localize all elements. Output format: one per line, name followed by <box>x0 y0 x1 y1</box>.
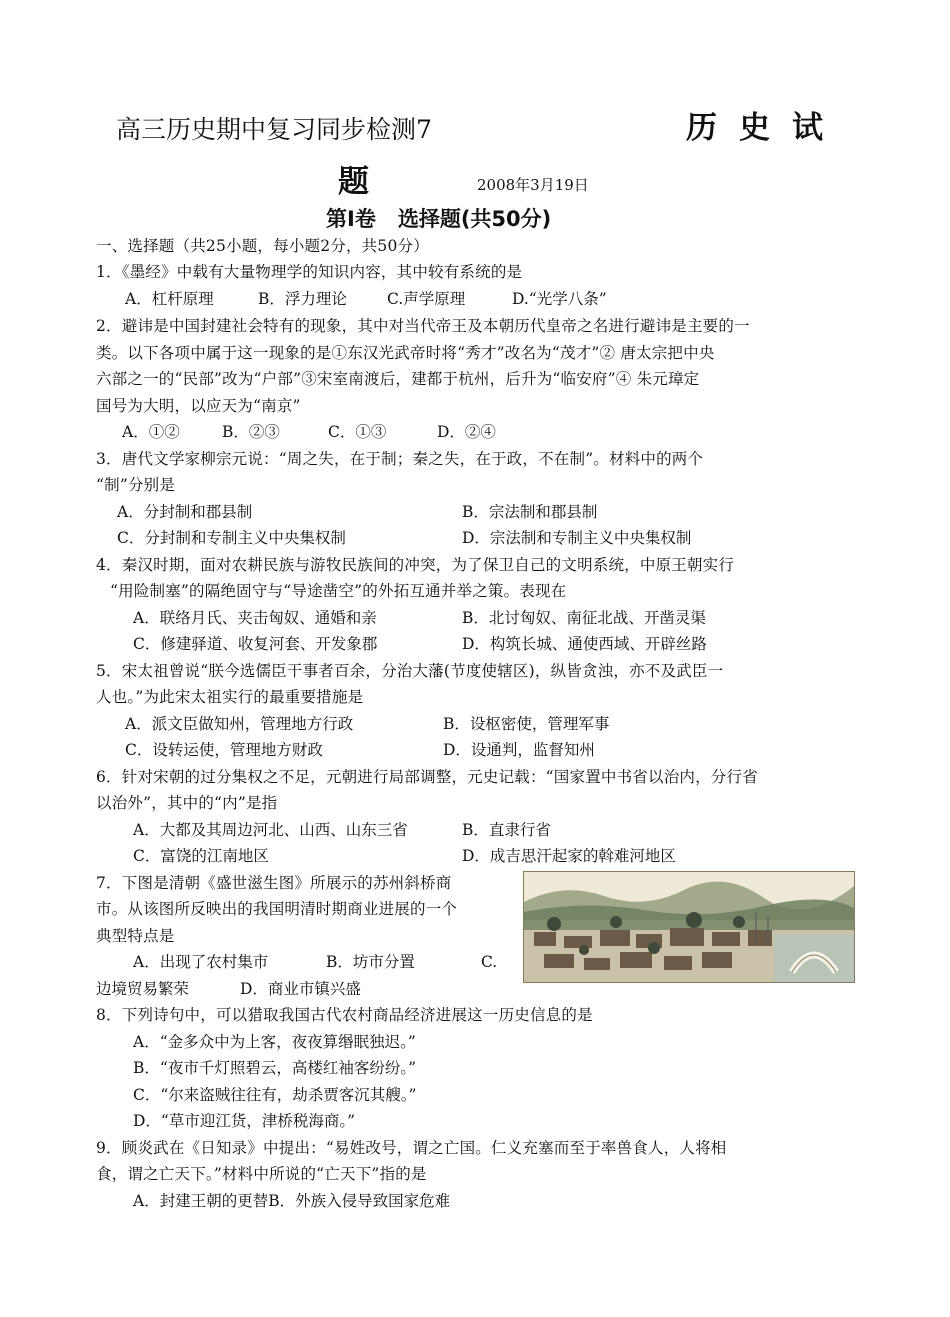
q4-option-d: D．构筑长城、通使西域、开辟丝路 <box>462 635 707 653</box>
question-2-line-2: 类。以下各项中属于这一现象的是①东汉光武帝时将“秀才”改名为“茂才”② 唐太宗把中央 <box>96 344 715 362</box>
question-9-line-2: 食，谓之亡天下。”材料中所说的“亡天下”指的是 <box>96 1165 427 1183</box>
q7-option-b: B．坊市分置 <box>326 953 415 971</box>
question-6-line-2: 以治外”，其中的“内”是指 <box>96 794 278 812</box>
q8-option-c: C．“尔来盗贼往往有，劫杀贾客沉其艘。” <box>133 1086 417 1104</box>
q4-option-a: A．联络月氏、夹击匈奴、通婚和亲 <box>133 609 377 627</box>
question-5-line-1: 5．宋太祖曾说“朕今选儒臣干事者百余，分治大藩(节度使辖区)，纵皆贪浊，亦不及武臣一 <box>96 662 724 680</box>
exam-subject-title-end: 题 <box>338 164 369 200</box>
q5-option-a: A．派文臣做知州，管理地方行政 <box>125 715 354 733</box>
question-5-line-2: 人也。”为此宋太祖实行的最重要措施是 <box>96 688 364 706</box>
q3-option-d: D．宗法制和专制主义中央集权制 <box>462 529 692 547</box>
question-8-text: 8．下列诗句中，可以猎取我国古代农村商品经济进展这一历史信息的是 <box>96 1006 593 1024</box>
q3-option-c: C．分封制和专制主义中央集权制 <box>117 529 346 547</box>
q3-option-a: A．分封制和郡县制 <box>117 503 253 521</box>
painting-image <box>523 871 855 983</box>
q5-option-c: C．设转运使，管理地方财政 <box>125 741 323 759</box>
question-7-line-3: 典型特点是 <box>96 927 175 945</box>
q6-option-a: A．大都及其周边河北、山西、山东三省 <box>133 821 408 839</box>
q9-option-a-b: A．封建王朝的更替B．外族入侵导致国家危难 <box>133 1192 451 1210</box>
painting-icon <box>524 872 854 982</box>
q7-option-c-text: 边境贸易繁荣 <box>96 980 190 998</box>
q1-option-c: C.声学原理 <box>387 290 466 308</box>
question-2-line-1: 2．避讳是中国封建社会特有的现象，其中对当代帝王及本朝历代皇帝之名进行避讳是主要的一 <box>96 317 750 335</box>
question-3-line-1: 3．唐代文学家柳宗元说：“周之失，在于制；秦之失，在于政，不在制”。材料中的两个 <box>96 450 704 468</box>
q1-option-a: A．杠杆原理 <box>125 290 214 308</box>
question-3-line-2: “制”分别是 <box>96 476 176 494</box>
question-7-line-1: 7．下图是清朝《盛世滋生图》所展示的苏州斜桥商 <box>96 874 452 892</box>
question-4-line-2: “用险制塞”的隔绝固守与“导途凿空”的外拓互通并举之策。表现在 <box>110 582 567 600</box>
q7-option-a: A．出现了农村集市 <box>133 953 269 971</box>
q5-option-b: B．设枢密使，管理军事 <box>443 715 610 733</box>
q7-option-d: D．商业市镇兴盛 <box>240 980 361 998</box>
q6-option-b: B．直隶行省 <box>462 821 551 839</box>
q8-option-d: D．“草市迎江货，津桥税海商。” <box>133 1112 356 1130</box>
q5-option-d: D．设通判，监督知州 <box>443 741 595 759</box>
exam-title: 高三历史期中复习同步检测7 <box>116 115 432 144</box>
q8-option-a: A．“金多众中为上客，夜夜算缗眠独迟。” <box>133 1033 416 1051</box>
q2-option-a: A．①② <box>122 423 180 441</box>
q6-option-c: C．富饶的江南地区 <box>133 847 269 865</box>
question-4-line-1: 4．秦汉时期，面对农耕民族与游牧民族间的冲突，为了保卫自己的文明系统，中原王朝实行 <box>96 556 735 574</box>
q1-option-b: B．浮力理论 <box>258 290 347 308</box>
question-9-line-1: 9．顾炎武在《日知录》中提出：“易姓改号，谓之亡国。仁义充塞而至于率兽食人，人将相 <box>96 1139 727 1157</box>
question-2-line-4: 国号为大明，以应天为“南京” <box>96 397 301 415</box>
exam-date: 2008年3月19日 <box>477 176 589 194</box>
q6-option-d: D．成吉思汗起家的斡难河地区 <box>462 847 676 865</box>
instructions: 一、选择题（共25小题，每小题2分，共50分） <box>96 237 429 255</box>
q2-option-c: C．①③ <box>328 423 387 441</box>
section-heading <box>326 202 551 236</box>
section-part: 第Ⅰ卷 <box>326 207 376 231</box>
question-6-line-1: 6．针对宋朝的过分集权之不足，元朝进行局部调整，元史记载：“国家置中书省以治内，分行省 <box>96 768 758 786</box>
question-1-text: 1．《墨经》中载有大量物理学的知识内容，其中较有系统的是 <box>96 263 523 281</box>
q2-option-b: B．②③ <box>222 423 280 441</box>
q2-option-d: D．②④ <box>437 423 496 441</box>
q4-option-c: C．修建驿道、收复河套、开发象郡 <box>133 635 378 653</box>
q8-option-b: B．“夜市千灯照碧云，高楼红袖客纷纷。” <box>133 1059 416 1077</box>
q1-option-d: D.“光学八条” <box>512 290 607 308</box>
q3-option-b: B．宗法制和郡县制 <box>462 503 598 521</box>
question-7-line-2: 市。从该图所反映出的我国明清时期商业进展的一个 <box>96 900 458 918</box>
question-2-line-3: 六部之一的“民部”改为“户部”③宋室南渡后，建都于杭州，后升为“临安府”④ 朱元璋定 <box>96 370 700 388</box>
q4-option-b: B．北讨匈奴、南征北战、开凿灵渠 <box>462 609 706 627</box>
section-name: 选择题(共50分) <box>397 207 552 231</box>
exam-subject-title: 历史试 <box>686 110 845 146</box>
q7-option-c-label: C. <box>481 953 498 971</box>
